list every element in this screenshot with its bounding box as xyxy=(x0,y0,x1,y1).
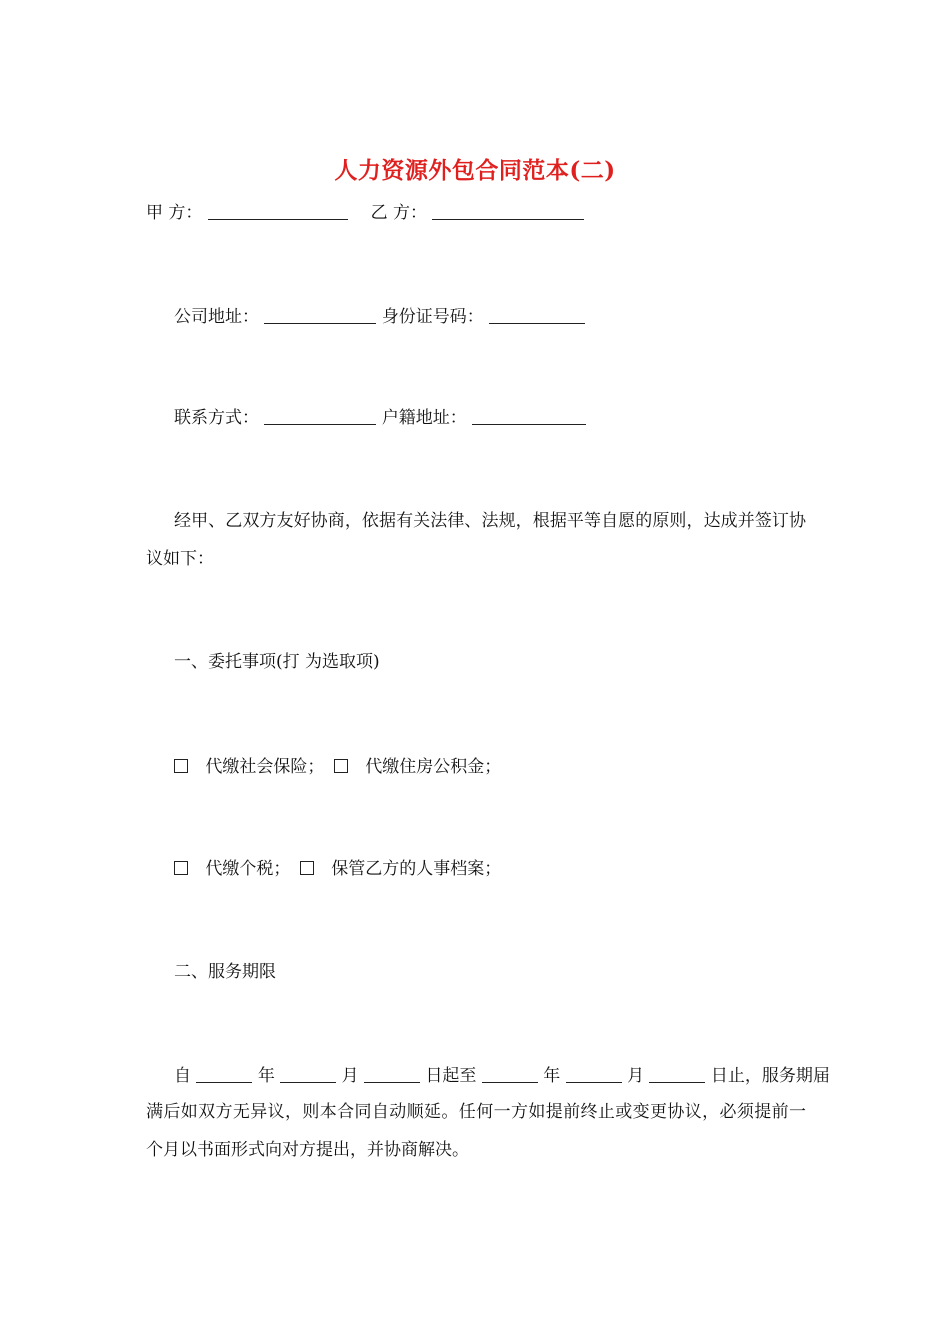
term-from: 自 xyxy=(174,1066,191,1086)
service-term-line xyxy=(174,1064,830,1088)
household-label: 户籍地址： xyxy=(381,408,467,428)
contact-row xyxy=(174,406,586,430)
id-number-field[interactable] xyxy=(489,305,585,324)
term-day-end: 日止，服务期届 xyxy=(710,1066,830,1086)
party-a-field[interactable] xyxy=(208,201,348,220)
party-a-label: 甲 方： xyxy=(146,203,203,223)
option-housing-fund: 代缴住房公积金； xyxy=(365,757,502,777)
parties-row xyxy=(146,201,584,225)
party-b-label: 乙 方： xyxy=(370,203,428,223)
option-income-tax: 代缴个税； xyxy=(205,859,291,879)
address-row xyxy=(174,305,585,329)
option-social-insurance: 代缴社会保险； xyxy=(205,757,325,777)
checkbox-housing-fund[interactable] xyxy=(334,759,348,773)
contact-label: 联系方式： xyxy=(174,408,259,428)
party-b-field[interactable] xyxy=(432,201,584,220)
household-field[interactable] xyxy=(472,406,586,425)
id-number-label: 身份证号码： xyxy=(381,307,484,327)
end-month-field[interactable] xyxy=(566,1064,622,1083)
options-row-1 xyxy=(174,755,501,779)
term-year-2: 年 xyxy=(543,1066,561,1086)
end-year-field[interactable] xyxy=(482,1064,538,1083)
start-year-field[interactable] xyxy=(196,1064,252,1083)
intro-paragraph: 经甲、乙双方友好协商，依据有关法律、法规，根据平等自愿的原则，达成并签订协议如下： xyxy=(146,511,806,569)
term-year-1: 年 xyxy=(257,1066,275,1086)
checkbox-income-tax[interactable] xyxy=(174,861,188,875)
option-personnel-files: 保管乙方的人事档案； xyxy=(331,859,502,879)
company-address-field[interactable] xyxy=(264,305,376,324)
term-month-1: 月 xyxy=(341,1066,359,1086)
checkbox-personnel-files[interactable] xyxy=(300,861,314,875)
contact-field[interactable] xyxy=(264,406,376,425)
checkbox-social-insurance[interactable] xyxy=(174,759,188,773)
start-day-field[interactable] xyxy=(364,1064,420,1083)
section1-heading: 一、委托事项(打 为选取项) xyxy=(174,652,380,672)
company-address-label: 公司地址： xyxy=(174,307,259,327)
term-day-start: 日起至 xyxy=(425,1066,477,1086)
document-title: 人力资源外包合同范本(二) xyxy=(334,157,616,184)
start-month-field[interactable] xyxy=(280,1064,336,1083)
service-term-paragraph: 满后如双方无异议，则本合同自动顺延。任何一方如提前终止或变更协议，必须提前一个月以书面形式向对方提出，并协商解决。 xyxy=(146,1102,806,1160)
options-row-2 xyxy=(174,857,501,881)
section2-heading: 二、服务期限 xyxy=(174,962,276,982)
end-day-field[interactable] xyxy=(649,1064,705,1083)
term-month-2: 月 xyxy=(627,1066,645,1086)
